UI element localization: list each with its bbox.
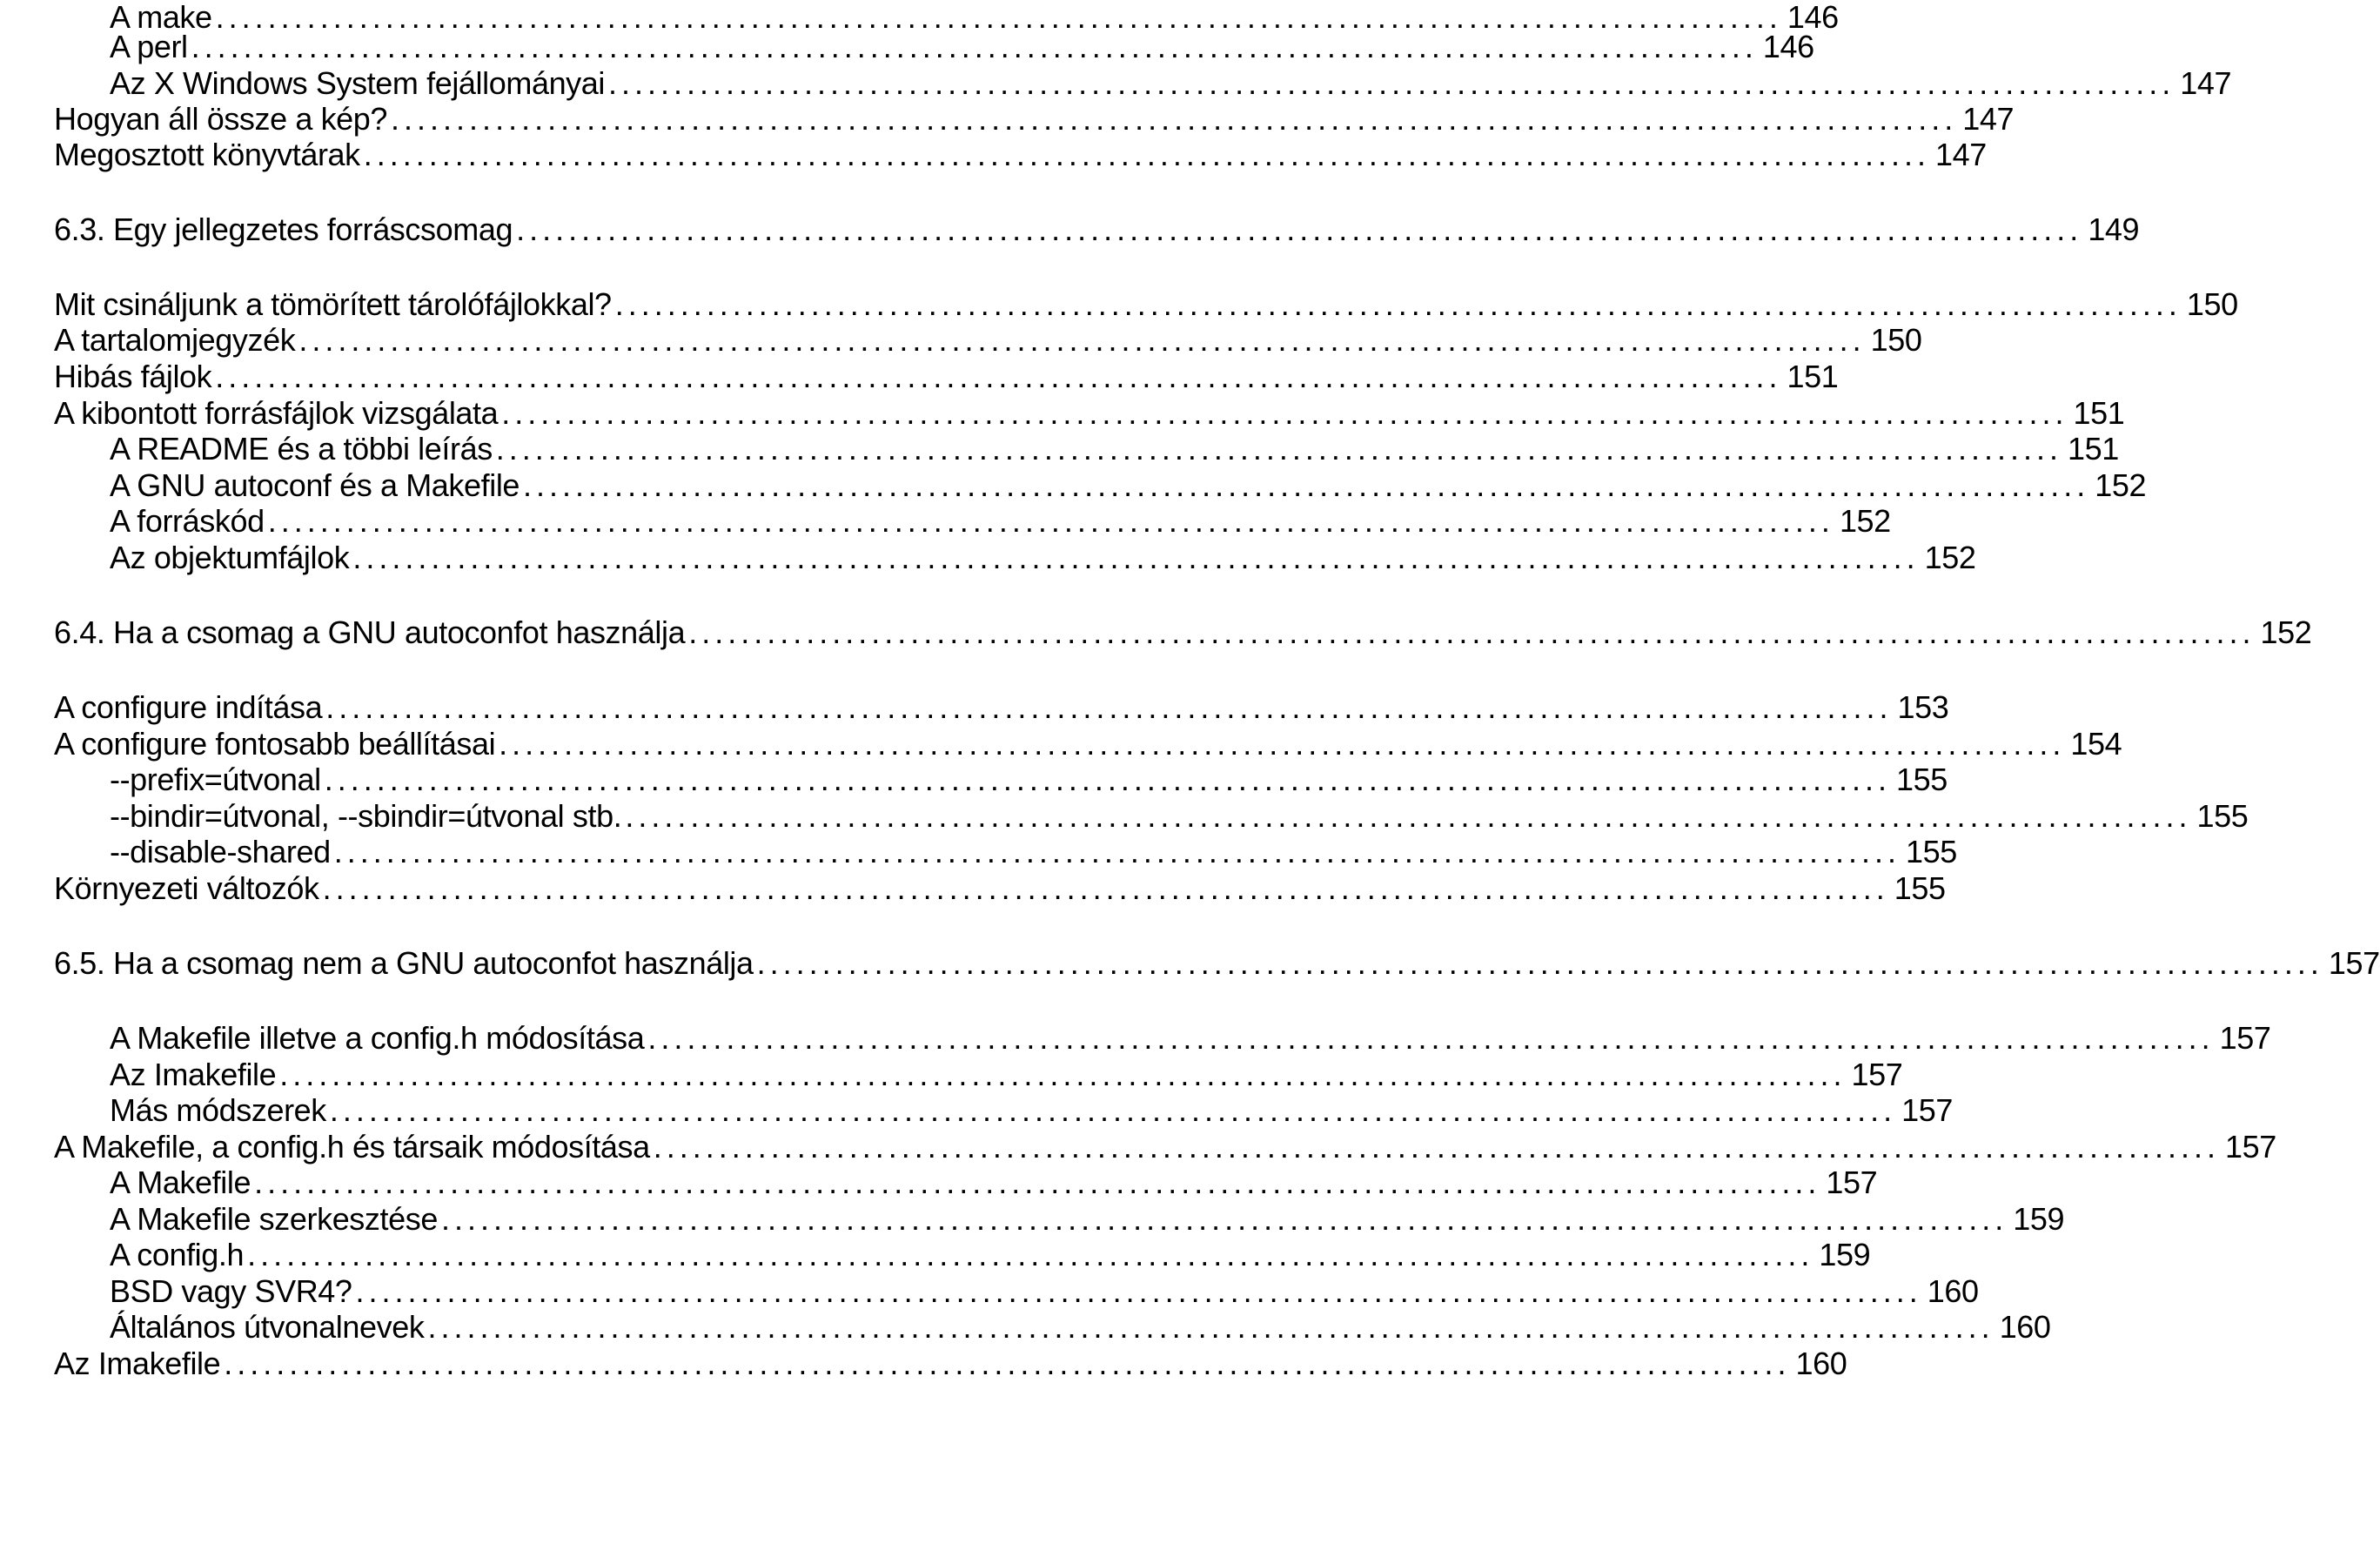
toc-entry-page: 149 [2088,211,2140,247]
toc-section-heading [0,943,2380,984]
toc-entry-page: 155 [2196,798,2249,834]
toc-entry-title: Mit csináljunk a tömörített tárolófájlokkal? [54,286,612,322]
toc-entry-page: 152 [2260,614,2312,650]
toc-entry-page: 157 [1851,1057,1903,1092]
toc-entry [0,831,1957,873]
toc-entry [0,1343,1847,1385]
dot-leader: ........................................................................................................................ [608,65,2176,101]
toc-entry-title: Megosztott könyvtárak [54,137,360,172]
dot-leader: ........................................................................................................................ [688,614,2256,650]
toc-entry-title: A perl [110,29,188,64]
toc-entry [0,537,1976,579]
dot-leader: ........................................................................................................................ [298,322,1866,358]
dot-leader: ........................................................................................................................ [329,1092,1897,1128]
toc-entry [0,319,1922,361]
toc-entry-page: 160 [1999,1309,2051,1345]
toc-entry-title: A README és a többi leírás [110,431,493,467]
toc-entry [0,1017,2271,1059]
toc-entry-title: A Makefile [110,1165,251,1200]
dot-leader: ........................................................................................................................ [363,137,1930,172]
toc-entry-page: 152 [2095,467,2147,503]
toc-entry-page: 146 [1762,29,1814,64]
toc-entry [0,1234,1871,1276]
dot-leader: ........................................................................................................................ [215,0,1782,35]
toc-entry [0,687,1949,728]
toc-entry-title: Hogyan áll össze a kép? [54,101,388,137]
toc-entry-title: A forráskód [110,503,265,539]
toc-entry-page: 157 [1826,1165,1878,1200]
toc-entry-title: Az X Windows System fejállományai [110,65,606,101]
dot-leader: ........................................................................................................................ [495,431,2063,467]
toc-entry-title: Általános útvonalnevek [110,1309,425,1345]
dot-leader: ........................................................................................................................ [501,395,2068,431]
toc-entry-page: 155 [1905,834,1957,869]
dot-leader: ........................................................................................................................ [325,689,1893,725]
toc-section-heading [0,612,2312,654]
toc-entry-page: 147 [1962,101,2015,137]
dot-leader: ........................................................................................................................ [355,1273,1922,1309]
dot-leader: ........................................................................................................................ [391,101,1958,137]
toc-entry-title: A Makefile szerkesztése [110,1201,438,1237]
dot-leader: ........................................................................................................................ [254,1165,1821,1200]
toc-entry-title: A kibontott forrásfájlok vizsgálata [54,395,499,431]
toc-entry-page: 157 [2219,1020,2271,1056]
dot-leader: ........................................................................................................................ [224,1346,1791,1381]
toc-entry-page: 146 [1787,0,1839,35]
toc-entry-title: A configure indítása [54,689,323,725]
dot-leader: ........................................................................................................................ [191,29,1758,64]
toc-entry [0,500,1891,542]
toc-entry-page: 160 [1795,1346,1847,1381]
toc-entry-page: 150 [1870,322,1922,358]
dot-leader: ........................................................................................................................ [215,359,1782,394]
toc-entry-title: A configure fontosabb beállításai [54,726,496,762]
dot-leader: ........................................................................................................................ [625,798,2192,834]
toc-entry [0,1306,2051,1348]
toc-entry [0,1162,1878,1204]
toc-entry-title: A GNU autoconf és a Makefile [110,467,520,503]
toc-entry-title: Hibás fájlok [54,359,212,394]
toc-entry-page: 151 [2068,431,2119,467]
dot-leader: ........................................................................................................................ [279,1057,1847,1092]
toc-entry [0,356,1839,398]
toc-entry-page: 159 [1819,1237,1871,1272]
toc-entry-title: Az Imakefile [54,1346,221,1381]
dot-leader: ........................................................................................................................ [247,1237,1814,1272]
dot-leader: ........................................................................................................................ [267,503,1834,539]
toc-entry-title: BSD vagy SVR4? [110,1273,352,1309]
toc-section-heading [0,209,2140,251]
dot-leader: ........................................................................................................................ [647,1020,2215,1056]
toc-entry-title: Más módszerek [110,1092,326,1128]
toc-entry-page: 152 [1924,540,1976,575]
toc-entry [0,428,2119,470]
toc-entry-title: Az Imakefile [110,1057,277,1092]
dot-leader: ........................................................................................................................ [516,211,2083,247]
toc-entry-page: 155 [1894,870,1946,906]
toc-entry-title: 6.5. Ha a csomag nem a GNU autoconfot használja [54,945,754,981]
toc-entry [0,759,1948,801]
toc-entry-title: --disable-shared [110,834,331,869]
dot-leader: ........................................................................................................................ [756,945,2323,981]
toc-entry-title: 6.4. Ha a csomag a GNU autoconfot használja [54,614,686,650]
dot-leader: ........................................................................................................................ [427,1309,1995,1345]
toc-entry-title: A Makefile illetve a config.h módosítása [110,1020,645,1056]
toc-entry-page: 157 [1901,1092,1953,1128]
toc-entry-page: 153 [1897,689,1949,725]
toc-entry-title: Környezeti változók [54,870,319,906]
dot-leader: ........................................................................................................................ [352,540,1920,575]
toc-entry-page: 150 [2186,286,2238,322]
toc-entry-page: 155 [1895,762,1948,797]
toc-entry-page: 160 [1927,1273,1979,1309]
toc-entry-title: Az objektumfájlok [110,540,350,575]
dot-leader: ........................................................................................................................ [523,467,2090,503]
toc-entry [0,868,1946,910]
toc-entry-page: 154 [2070,726,2122,762]
toc-entry-page: 157 [2328,945,2380,981]
dot-leader: ........................................................................................................................ [333,834,1901,869]
toc-entry-title: 6.3. Egy jellegzetes forráscsomag [54,211,513,247]
dot-leader: ........................................................................................................................ [322,870,1889,906]
dot-leader: ........................................................................................................................ [614,286,2182,322]
toc-entry-page: 147 [1935,137,1987,172]
toc-entry [0,26,1814,68]
toc-entry-title: A make [110,0,212,35]
toc-entry-title: A Makefile, a config.h és társaik módosítása [54,1129,650,1165]
toc-entry-title: A config.h [110,1237,245,1272]
dot-leader: ........................................................................................................................ [324,762,1891,797]
toc-entry [0,1090,1953,1131]
dot-leader: ........................................................................................................................ [653,1129,2220,1165]
dot-leader: ........................................................................................................................ [440,1201,2008,1237]
toc-entry-title: --prefix=útvonal [110,762,321,797]
toc-entry-page: 151 [1787,359,1839,394]
toc-entry-page: 157 [2225,1129,2276,1165]
toc-entry-page: 152 [1839,503,1891,539]
toc-entry-page: 151 [2073,395,2125,431]
toc-entry-title: A tartalomjegyzék [54,322,296,358]
toc-entry [0,134,1987,176]
toc-entry-page: 147 [2180,65,2232,101]
dot-leader: ........................................................................................................................ [499,726,2066,762]
toc-entry-title: --bindir=útvonal, --sbindir=útvonal stb. [110,798,622,834]
toc-entry-page: 159 [2013,1201,2065,1237]
